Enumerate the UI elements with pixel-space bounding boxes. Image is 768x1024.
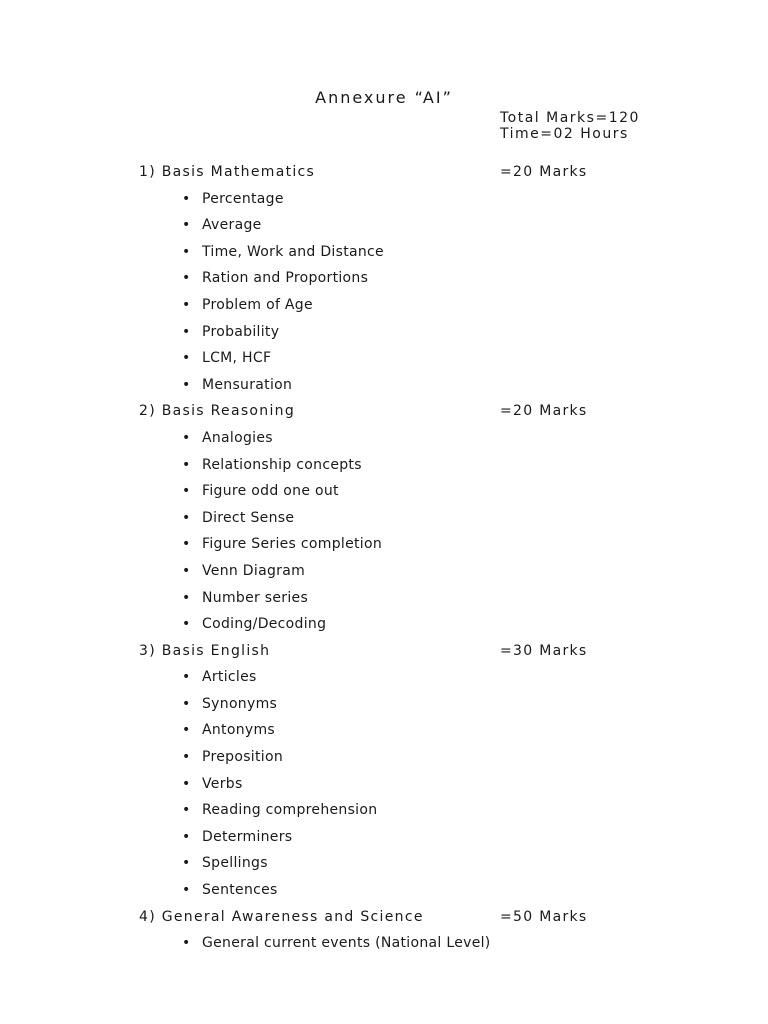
topic-text: Articles (202, 669, 257, 686)
section-header (0, 639, 768, 666)
topic-text: Average (202, 217, 262, 234)
section-title: 3) Basis English (139, 642, 271, 659)
list-item (0, 187, 768, 214)
section-marks: =20 Marks (500, 164, 588, 180)
list-item (0, 213, 768, 240)
list-item (0, 373, 768, 400)
bullet-icon: • (182, 429, 191, 446)
bullet-icon: • (182, 243, 191, 260)
topic-text: Reading comprehension (202, 802, 378, 819)
section-header (0, 160, 768, 187)
topic-text: Analogies (202, 429, 273, 446)
list-item (0, 586, 768, 613)
list-item (0, 559, 768, 586)
bullet-icon: • (182, 802, 191, 819)
bullet-icon: • (182, 828, 191, 845)
exam-time: Time=02 Hours (500, 126, 629, 142)
list-item (0, 665, 768, 692)
bullet-icon: • (182, 562, 191, 579)
topic-text: Problem of Age (202, 296, 313, 313)
topic-text: Time, Work and Distance (202, 243, 384, 260)
topic-text: Antonyms (202, 722, 275, 739)
bullet-icon: • (182, 536, 191, 553)
section-marks: =30 Marks (500, 642, 588, 659)
list-item (0, 426, 768, 453)
total-marks: Total Marks=120 (500, 110, 640, 126)
bullet-icon: • (182, 855, 191, 872)
topic-text: Determiners (202, 828, 293, 845)
list-item (0, 293, 768, 320)
list-item (0, 878, 768, 905)
topic-text: Ration and Proportions (202, 270, 369, 287)
list-item (0, 718, 768, 745)
list-item (0, 851, 768, 878)
bullet-icon: • (182, 509, 191, 526)
topic-text: Verbs (202, 775, 243, 792)
topic-text: Percentage (202, 190, 284, 207)
topic-text: Preposition (202, 749, 284, 766)
list-item (0, 772, 768, 799)
list-item (0, 798, 768, 825)
topic-text: Relationship concepts (202, 456, 362, 473)
topic-text: Figure odd one out (202, 483, 339, 500)
list-item (0, 506, 768, 533)
bullet-icon: • (182, 376, 191, 393)
bullet-icon: • (182, 296, 191, 313)
list-item (0, 532, 768, 559)
bullet-icon: • (182, 669, 191, 686)
list-item (0, 745, 768, 772)
list-item (0, 453, 768, 480)
bullet-icon: • (182, 695, 191, 712)
bullet-icon: • (182, 616, 191, 633)
list-item (0, 346, 768, 373)
bullet-icon: • (182, 350, 191, 367)
list-item (0, 479, 768, 506)
bullet-icon: • (182, 775, 191, 792)
topic-text: Spellings (202, 855, 268, 872)
list-item (0, 320, 768, 347)
bullet-icon: • (182, 270, 191, 287)
bullet-icon: • (182, 935, 191, 952)
topic-text: Figure Series completion (202, 536, 383, 553)
bullet-icon: • (182, 456, 191, 473)
section-title: 2) Basis Reasoning (139, 403, 296, 420)
list-item (0, 931, 768, 958)
topic-text: Number series (202, 589, 309, 606)
bullet-icon: • (182, 589, 191, 606)
section-title: 4) General Awareness and Science (139, 908, 424, 925)
list-item (0, 692, 768, 719)
section-header (0, 905, 768, 932)
bullet-icon: • (182, 217, 191, 234)
list-item (0, 612, 768, 639)
bullet-icon: • (182, 749, 191, 766)
document-title: Annexure “AI” (315, 88, 453, 107)
exam-meta (500, 110, 640, 142)
topic-text: Probability (202, 323, 280, 340)
topic-text: Mensuration (202, 376, 293, 393)
topic-text: Synonyms (202, 695, 278, 712)
section-header (0, 399, 768, 426)
list-item (0, 240, 768, 267)
bullet-icon: • (182, 882, 191, 899)
topic-text: LCM, HCF (202, 350, 272, 367)
syllabus-content (0, 160, 768, 958)
topic-text: Direct Sense (202, 509, 295, 526)
bullet-icon: • (182, 323, 191, 340)
bullet-icon: • (182, 483, 191, 500)
topic-text: General current events (National Level) (202, 935, 491, 952)
bullet-icon: • (182, 722, 191, 739)
section-title: 1) Basis Mathematics (139, 164, 316, 180)
section-marks: =20 Marks (500, 403, 588, 420)
topic-text: Venn Diagram (202, 562, 306, 579)
topic-text: Sentences (202, 882, 278, 899)
list-item (0, 266, 768, 293)
section-marks: =50 Marks (500, 908, 588, 925)
bullet-icon: • (182, 190, 191, 207)
list-item (0, 825, 768, 852)
topic-text: Coding/Decoding (202, 616, 327, 633)
